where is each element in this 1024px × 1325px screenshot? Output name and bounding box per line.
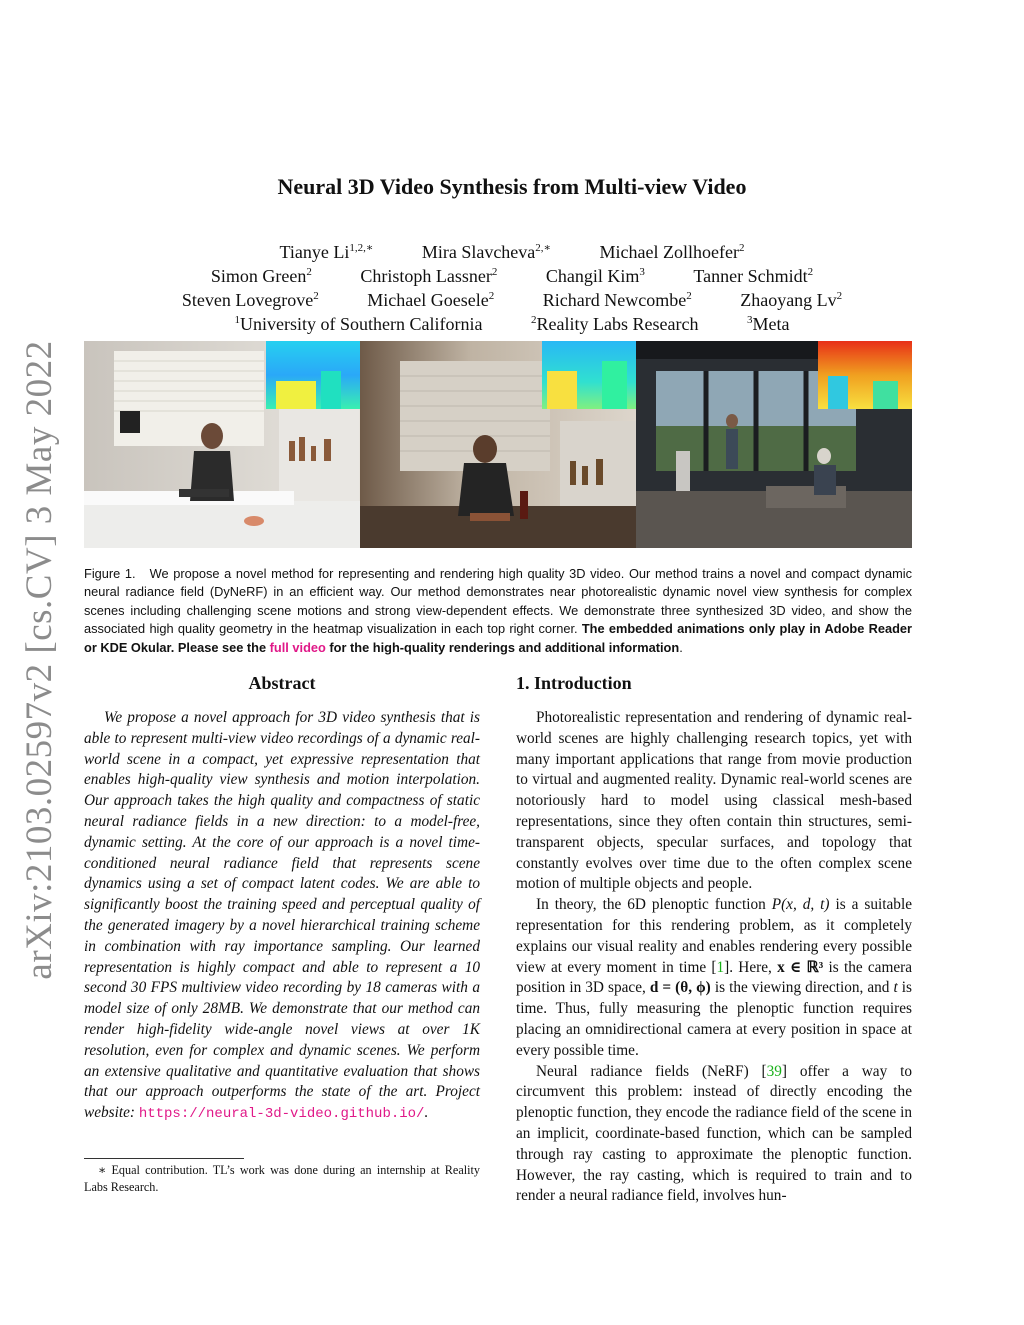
author: Christoph Lassner$^2$ (360, 266, 498, 286)
affiliation: $^1$University of Southern California (234, 314, 483, 334)
scene-panel-cooking (360, 341, 636, 548)
paragraph: Neural radiance fields (NeRF) [39] offer a way to circumvent this problem: instead of directly encoding the plenoptic function, they encode the radiance field of the scene in an implicit, coordinate-based function, which can be sampled through ray casting to approximate the plenoptic function. However, the ray casting, which is required to train and to render a neural radiance field, involves hun- (516, 1062, 912, 1205)
arxiv-identifier: arXiv:2103.02597v2 [cs.CV] 3 May 2022 (19, 340, 60, 980)
author: Changil Kim$^3$ (545, 266, 645, 286)
depth-heatmap-inset (818, 341, 912, 409)
affiliation: $^3$Meta (746, 314, 790, 334)
author: Richard Newcombe$^2$ (542, 290, 692, 310)
depth-heatmap-inset (542, 341, 636, 409)
scene-panel-living-room (636, 341, 912, 548)
affiliations (60, 312, 964, 336)
figure-caption: Figure 1. We propose a novel method for representing and rendering high quality 3D video. Our method trains a novel and compact dynamic neural radiance field (DyNeRF) in an efficient way. Our method demonstrates near photorealistic dynamic novel view synthesis for complex scenes including challenging scene motions and strong view-dependent effects. We demonstrate three synthesized 3D video, and show the associated high quality geometry in the heatmap visualization in each top right corner. The embedded animations only play in Adobe Reader or KDE Okular. Please see the full video for the high-quality renderings and additional information. (84, 566, 912, 655)
author: Zhaoyang Lv$^2$ (740, 290, 843, 310)
author-row-2 (60, 264, 964, 288)
full-video-link[interactable]: full video (269, 639, 326, 655)
author: Michael Goesele$^2$ (367, 290, 495, 310)
citation-link[interactable]: 1 (716, 958, 725, 976)
author: Mira Slavcheva$^{2,∗}$ (421, 242, 552, 262)
paragraph: In theory, the 6D plenoptic function P(x, d, t) is a suitable representation for this rendering problem, as it completely explains our visual reality and enables rendering every possible view at every moment in time [1]. Here, x ∈ ℝ³ is the camera position in 3D space, d = (θ, ϕ) is the viewing direction, and t is time. Thus, fully measuring the plenoptic function requires placing an omnidirectional camera at every position in space at every possible time. (516, 896, 913, 1059)
author: Michael Zollhoefer$^2$ (599, 242, 745, 262)
abstract-body: We propose a novel approach for 3D video synthesis that is able to represent multi-view video recordings of a dynamic real-world scene in a compact, yet expressive representation that enables high-quality view synthesis and motion interpolation. Our approach takes the high quality and compactness of static neural radiance fields in a new direction: to a model-free, dynamic setting. At the core of our approach is a novel time-conditioned neural radiance field that represents scene dynamics using a set of compact latent codes. We are able to significantly boost the training speed and perceptual quality of the generated imagery by a novel hierarchical training scheme in combination with ray importance sampling. Our learned representation is highly compact and able to represent a 10 second 30 FPS multiview video recording by 18 cameras with a model size of only 28MB. We demonstrate that our method can render high-fidelity wide-angle novel views at over 1K resolution, even for complex and dynamic scenes. We perform an extensive qualitative and quantitative evaluation that shows that our approach outperforms the state of the art. Project website: https://neural-3d-video.github.io/. (84, 709, 480, 1123)
section-heading-introduction: 1. Introduction (516, 673, 632, 693)
footnote: ∗ Equal contribution. TL’s work was done during an internship at Reality Labs Research. (84, 1163, 480, 1194)
paper-title: Neural 3D Video Synthesis from Multi-view Video (277, 174, 747, 199)
abstract-heading: Abstract (248, 673, 316, 693)
affiliation: $^2$Reality Labs Research (531, 314, 699, 334)
introduction-body (516, 708, 912, 1207)
footnote-rule (84, 1158, 244, 1159)
author: Tanner Schmidt$^2$ (693, 266, 814, 286)
author-row-1 (60, 240, 964, 264)
paragraph: Photorealistic representation and rendering of dynamic real-world scenes are highly challenging research topics, yet with many important applications that range from movie production to virtual and augmented reality. Dynamic real-world scenes are notoriously hard to model using classical mesh-based representations, since they often contain thin structures, semi-transparent objects, specular surfaces, and topology that constantly evolves over time due to the often complex scene motion of multiple objects and people. (516, 709, 912, 893)
author: Simon Green$^2$ (210, 266, 312, 286)
author: Tianye $Li^{1,2,∗}$ (279, 242, 374, 262)
scene-panel-kitchen (84, 341, 360, 548)
teaser-figure (84, 341, 912, 548)
author-row-3 (60, 288, 964, 312)
project-website-link[interactable]: https://neural-3d-video.github.io/ (138, 1106, 425, 1123)
citation-link[interactable]: 39 (766, 1062, 782, 1080)
depth-heatmap-inset (266, 341, 360, 409)
author: Steven Lovegrove$^2$ (181, 290, 319, 310)
